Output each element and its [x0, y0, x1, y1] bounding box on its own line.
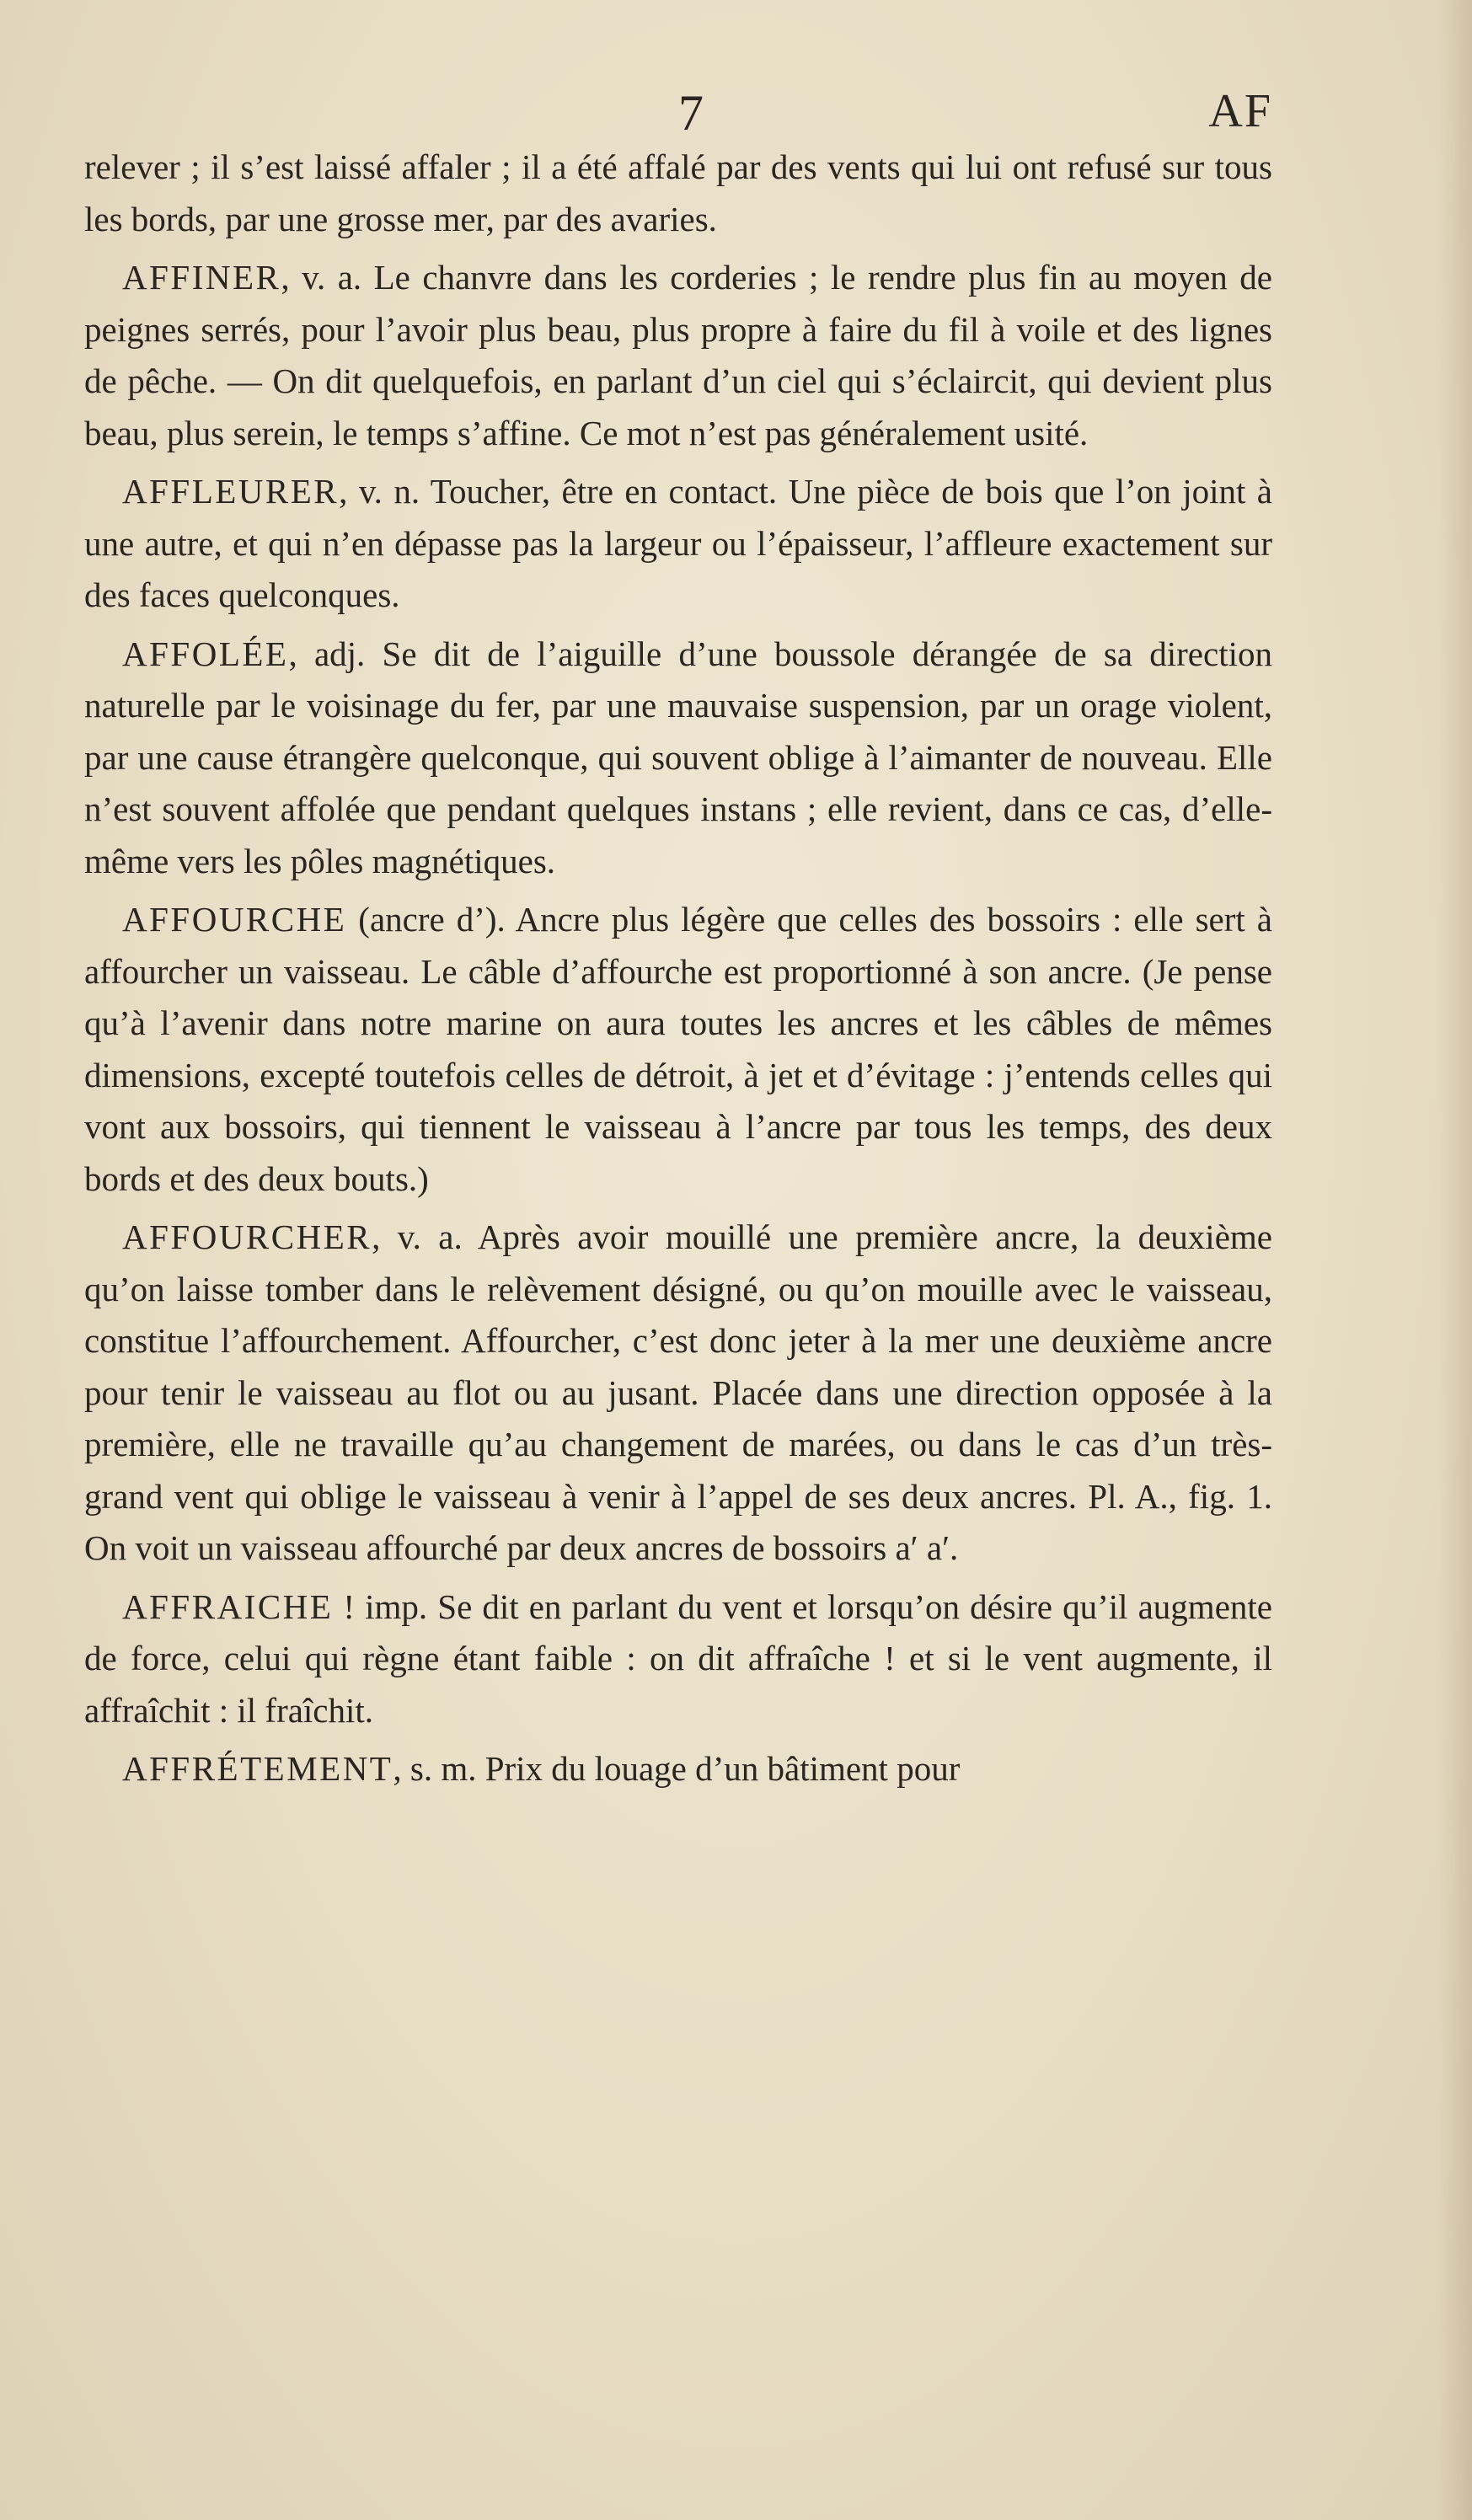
entry-affretement [84, 1743, 1272, 1795]
running-head: AF [1208, 85, 1272, 137]
entry-affleurer [84, 466, 1272, 622]
page-edge-shadow [1438, 0, 1472, 2520]
entry-term: AFFOURCHER [122, 1217, 372, 1256]
entry-text: , v. n. Toucher, être en contact. Une pièce de bois que l’on joint à une autre, et qui n’en dépasse pas la largeur ou l’épaisseur, l’affleure exactement sur des faces quelconques. [84, 472, 1272, 614]
entry-text: , v. a. Après avoir mouillé une première ancre, la deuxième qu’on laisse tomber dans le relèvement désigné, ou qu’on mouille avec le vaisseau, constitue l’affourchement. Affourcher, c’est donc jeter à la mer une deuxième ancre pour tenir le vaisseau au flot ou au jusant. Placée dans une direction opposée à la première, elle ne travaille qu’au changement de marées, ou dans le cas d’un très-grand vent qui oblige le vaisseau à venir à l’appel de ses deux ancres. Pl. A., fig. 1. On voit un vaisseau affourché par deux ancres de bossoirs a′ a′. [84, 1217, 1272, 1567]
dictionary-text [84, 142, 1272, 1795]
entry-affourcher [84, 1212, 1272, 1575]
entry-affourche [84, 894, 1272, 1205]
entry-term: AFFLEURER [122, 472, 340, 511]
entry-term: AFFRÉTEMENT [122, 1749, 393, 1788]
entry-affolee [84, 629, 1272, 888]
entry-term: AFFOURCHE [122, 900, 347, 939]
entry-continuation [84, 142, 1272, 245]
entry-affraiche [84, 1581, 1272, 1737]
page-number: 7 [678, 85, 704, 141]
entry-term: AFFINER [122, 258, 281, 297]
entry-text: (ancre d’). Ancre plus légère que celles des bossoirs : elle sert à affourcher un vaisseau. Le câble d’affourche est proportionné à son ancre. (Je pense qu’à l’avenir dans notre marine on aura toutes les ancres et les câbles de mêmes dimensions, excepté toutefois celles de détroit, à jet et d’évitage : j’entends celles qui vont aux bossoirs, qui tiennent le vaisseau à l’ancre par tous les temps, des deux bords et des deux bouts.) [84, 900, 1272, 1198]
entry-text: relever ; il s’est laissé affaler ; il a été affalé par des vents qui lui ont refusé sur tous les bords, par une grosse mer, par des avaries. [84, 147, 1272, 238]
entry-term: AFFOLÉE [122, 634, 289, 673]
entry-text: , adj. Se dit de l’aiguille d’une boussole dérangée de sa direction naturelle par le voisinage du fer, par une mauvaise suspension, par un orage violent, par une cause étrangère quelconque, qui souvent oblige à l’aimanter de nouveau. Elle n’est souvent affolée que pendant quelques instans ; elle revient, dans ce cas, d’elle-même vers les pôles magnétiques. [84, 634, 1272, 880]
entry-text: , v. a. Le chanvre dans les corderies ; le rendre plus fin au moyen de peignes serrés, pour l’avoir plus beau, plus propre à faire du fil à voile et des lignes de pêche. — On dit quelquefois, en parlant d’un ciel qui s’éclaircit, qui devient plus beau, plus serein, le temps s’affine. Ce mot n’est pas généralement usité. [84, 258, 1272, 452]
entry-text: , s. m. Prix du louage d’un bâtiment pour [393, 1749, 961, 1788]
entry-term: AFFRAICHE [122, 1586, 334, 1626]
entry-affiner [84, 252, 1272, 459]
entry-text: ! imp. Se dit en parlant du vent et lorsqu’on désire qu’il augmente de force, celui qui règne étant faible : on dit affraîche ! et si le vent augmente, il affraîchit : il fraîchit. [84, 1586, 1272, 1730]
